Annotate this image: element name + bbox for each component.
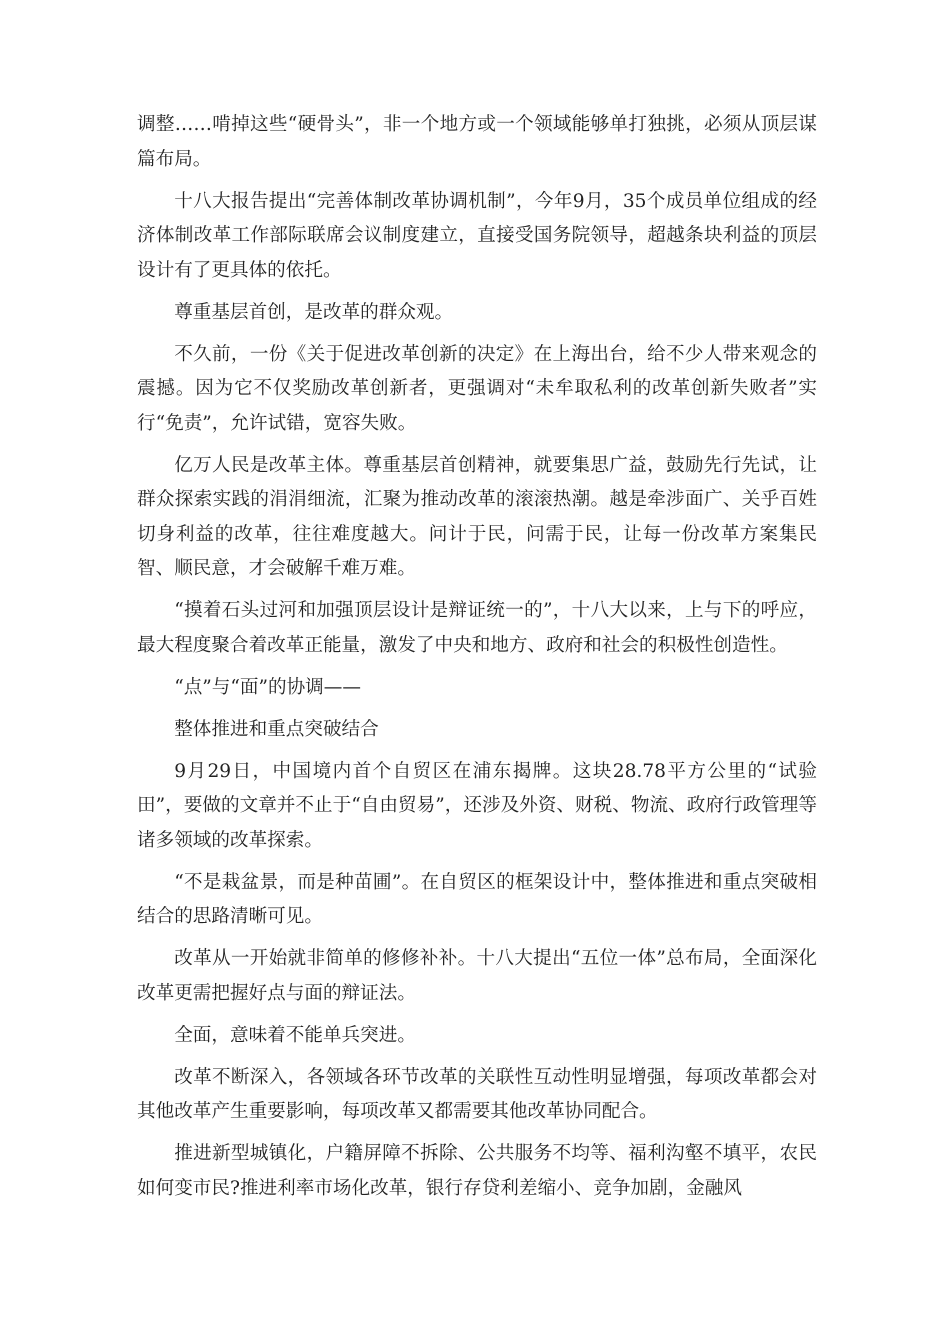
paragraph: 全面，意味着不能单兵突进。	[174, 1024, 416, 1046]
paragraph-continued: 调整……啃掉这些“硬骨头”，非一个地方或一个领域能够单打独挑，必须从顶层谋篇布局。	[137, 114, 817, 170]
paragraph: 亿万人民是改革主体。尊重基层首创精神，就要集思广益，鼓励先行先试，让群众探索实践的涓涓细流，汇聚为推动改革的滚滚热潮。越是牵涉面广、关乎百姓切身利益的改革，往往难度越大。问计于民，问需于民，让每一份改革方案集民智、顺民意，才会破解千难万难。	[137, 454, 817, 579]
paragraph: 改革不断深入，各领域各环节改革的关联性互动性明显增强，每项改革都会对其他改革产生重要影响，每项改革又都需要其他改革协同配合。	[137, 1066, 817, 1122]
paragraph: 9月29日，中国境内首个自贸区在浦东揭牌。这块28.78平方公里的“试验田”，要做的文章并不止于“自由贸易”，还涉及外资、财税、物流、政府行政管理等诸多领域的改革探索。	[137, 760, 817, 851]
paragraph: “不是栽盆景，而是种苗圃”。在自贸区的框架设计中，整体推进和重点突破相结合的思路清晰可见。	[137, 871, 817, 927]
section-subheading: 整体推进和重点突破结合	[174, 718, 379, 740]
paragraph: 十八大报告提出“完善体制改革协调机制”，今年9月，35个成员单位组成的经济体制改革工作部际联席会议制度建立，直接受国务院领导，超越条块利益的顶层设计有了更具体的依托。	[137, 190, 817, 281]
paragraph: “摸着石头过河和加强顶层设计是辩证统一的”，十八大以来，上与下的呼应，最大程度聚合着改革正能量，激发了中央和地方、政府和社会的积极性创造性。	[137, 600, 817, 656]
paragraph: 改革从一开始就非简单的修修补补。十八大提出“五位一体”总布局，全面深化改革更需把握好点与面的辩证法。	[137, 948, 817, 1004]
paragraph: 尊重基层首创，是改革的群众观。	[174, 301, 454, 323]
paragraph: 不久前，一份《关于促进改革创新的决定》在上海出台，给不少人带来观念的震撼。因为它不仅奖励改革创新者，更强调对“未牟取私利的改革创新失败者”实行“免责”，允许试错，宽容失败。	[137, 343, 817, 434]
paragraph: 推进新型城镇化，户籍屏障不拆除、公共服务不均等、福利沟壑不填平，农民如何变市民?推进利率市场化改革，银行存贷利差缩小、竞争加剧，金融风	[137, 1143, 817, 1199]
body-text	[137, 108, 817, 1214]
section-heading: “点”与“面”的协调——	[174, 676, 361, 698]
